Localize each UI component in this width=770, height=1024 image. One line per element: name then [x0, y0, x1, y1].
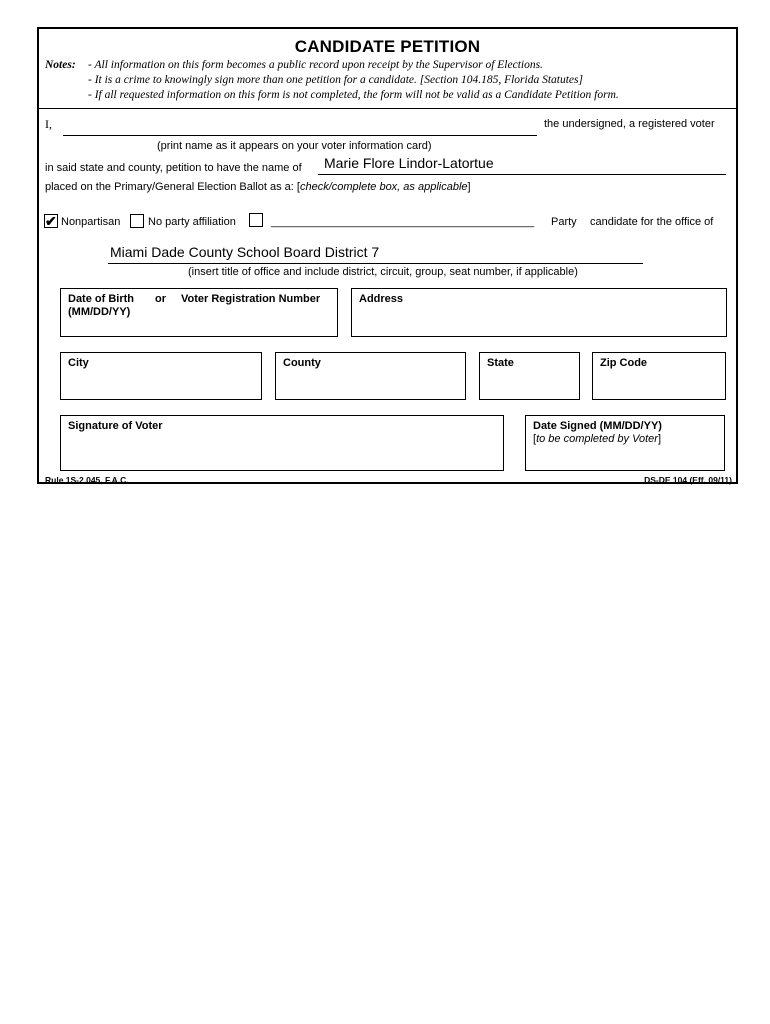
candidate-name: Marie Flore Lindor-Latortue — [324, 155, 494, 171]
ballot-instruction: placed on the Primary/General Election Ballot as a: [check/complete box, as applicable] — [45, 181, 471, 193]
city-box[interactable] — [60, 352, 262, 400]
petition-text: in said state and county, petition to have the name of — [45, 162, 302, 174]
rule-reference: Rule 1S-2.045, F.A.C. — [45, 475, 129, 485]
nonpartisan-checkbox[interactable] — [44, 214, 58, 228]
voter-reg-label: Voter Registration Number — [181, 293, 321, 305]
party-checkbox[interactable] — [249, 213, 263, 227]
print-name-caption: (print name as it appears on your voter information card) — [157, 140, 432, 152]
address-box[interactable] — [351, 288, 727, 337]
checkmark-icon: ✔ — [45, 213, 57, 229]
county-label: County — [283, 357, 321, 369]
note-line-2: - It is a crime to knowingly sign more than one petition for a candidate. [Section 104.185, Florida Statutes] — [88, 74, 583, 86]
dob-format: (MM/DD/YY) — [68, 306, 131, 318]
voter-name-field[interactable] — [63, 135, 537, 136]
party-label: Party — [551, 216, 577, 228]
candidate-name-line — [318, 174, 726, 175]
state-label: State — [487, 357, 514, 369]
date-signed-note: [to be completed by Voter] — [533, 433, 662, 445]
office-title: Miami Dade County School Board District 7 — [110, 244, 380, 260]
form-id: DS-DE 104 (Eff. 09/11) — [644, 475, 732, 485]
date-signed-label: Date Signed (MM/DD/YY) — [533, 420, 662, 432]
dob-label: Date of Birth — [68, 293, 134, 305]
office-caption: (insert title of office and include district, circuit, group, seat number, if applicable) — [188, 266, 578, 278]
note-line-1: - All information on this form becomes a public record upon receipt by the Supervisor of Elections. — [88, 59, 543, 71]
or-label: or — [155, 293, 166, 305]
city-label: City — [68, 357, 89, 369]
office-text: candidate for the office of — [590, 216, 714, 228]
nonpartisan-label: Nonpartisan — [61, 216, 121, 228]
party-name-field[interactable]: ___________________________________________ — [271, 216, 535, 228]
form-title: CANDIDATE PETITION — [294, 37, 481, 56]
zip-label: Zip Code — [600, 357, 648, 369]
note-line-3: - If all requested information on this form is not completed, the form will not be valid as a Candidate Petition form. — [88, 89, 619, 101]
no-party-checkbox[interactable] — [130, 214, 144, 228]
signature-label: Signature of Voter — [68, 420, 163, 432]
address-label: Address — [359, 293, 404, 305]
i-label: I, — [45, 117, 52, 131]
office-line — [108, 263, 643, 264]
notes-label: Notes: — [45, 59, 76, 71]
undersigned-text: the undersigned, a registered voter — [544, 118, 715, 130]
no-party-label: No party affiliation — [148, 216, 236, 228]
header-divider — [37, 108, 738, 109]
